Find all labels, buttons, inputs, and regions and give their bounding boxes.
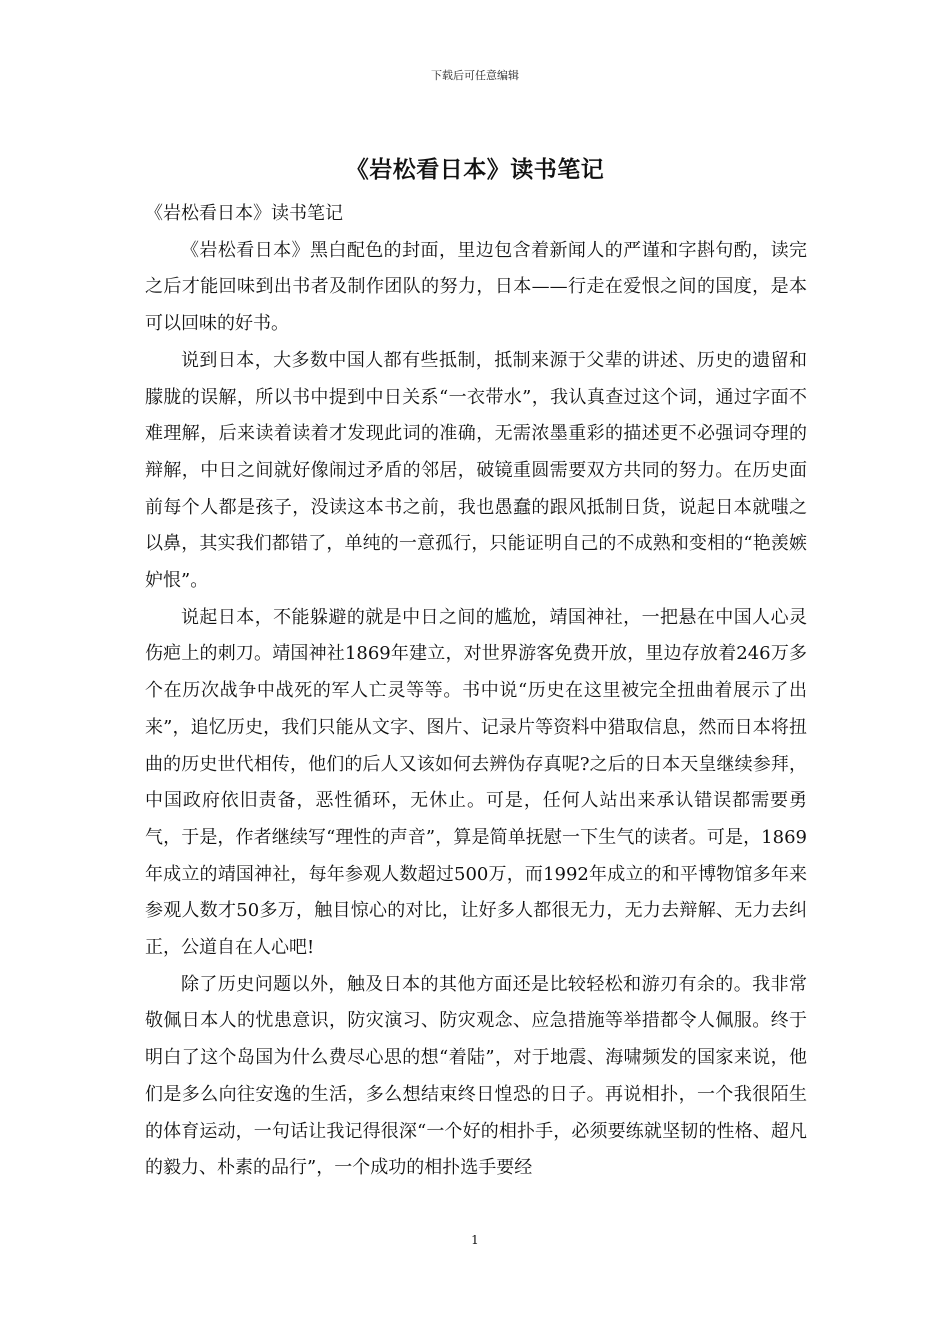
document-body [145, 196, 807, 1187]
page-title: 《岩松看日本》读书笔记 [345, 156, 605, 183]
paragraph: 除了历史问题以外，触及日本的其他方面还是比较轻松和游刃有余的。我非常敬佩日本人的忧患意识，防灾演习、防灾观念、应急措施等举措都令人佩服。终于明白了这个岛国为什么费尽心思的想“着陆”，对于地震、海啸频发的国家来说，他们是多么向往安逸的生活，多么想结束终日惶恐的日子。再说相扑，一个我很陌生的体育运动，一句话让我记得很深“一个好的相扑手，必须要练就坚韧的性格、超凡的毅力、朴素的品行”，一个成功的相扑选手要经 [145, 973, 807, 1179]
header-note: 下载后可任意编辑 [431, 69, 519, 82]
paragraph: 《岩松看日本》黑白配色的封面，里边包含着新闻人的严谨和字斟句酌，读完之后才能回味到出书者及制作团队的努力，日本——行走在爱恨之间的国度，是本可以回味的好书。 [145, 239, 807, 335]
page-number: 1 [471, 1233, 479, 1247]
paragraph: 说到日本，大多数中国人都有些抵制，抵制来源于父辈的讲述、历史的遗留和朦胧的误解，所以书中提到中日关系“一衣带水”，我认真查过这个词，通过字面不难理解，后来读着读着才发现此词的准确，无需浓墨重彩的描述更不必强词夺理的辩解，中日之间就好像闹过矛盾的邻居，破镜重圆需要双方共同的努力。在历史面前每个人都是孩子，没读这本书之前，我也愚蠢的跟风抵制日货，说起日本就嗤之以鼻，其实我们都错了，单纯的一意孤行，只能证明自己的不成熟和变相的“艳羡嫉妒恨”。 [145, 349, 807, 592]
paragraph: 说起日本，不能躲避的就是中日之间的尴尬，靖国神社，一把悬在中国人心灵伤疤上的刺刀。靖国神社1869年建立，对世界游客免费开放，里边存放着246万多个在历次战争中战死的军人亡灵等等。书中说“历史在这里被完全扭曲着展示了出来”，追忆历史，我们只能从文字、图片、记录片等资料中猎取信息，然而日本将扭曲的历史世代相传，他们的后人又该如何去辨伪存真呢?之后的日本天皇继续参拜，中国政府依旧责备，恶性循环，无休止。可是，任何人站出来承认错误都需要勇气，于是，作者继续写“理性的声音”，算是简单抚慰一下生气的读者。可是，1869年成立的靖国神社，每年参观人数超过500万，而1992年成立的和平博物馆多年来参观人数才50多万，触目惊心的对比，让好多人都很无力，无力去辩解、无力去纠正，公道自在人心吧! [145, 606, 807, 959]
subtitle-line: 《岩松看日本》读书笔记 [145, 203, 343, 224]
